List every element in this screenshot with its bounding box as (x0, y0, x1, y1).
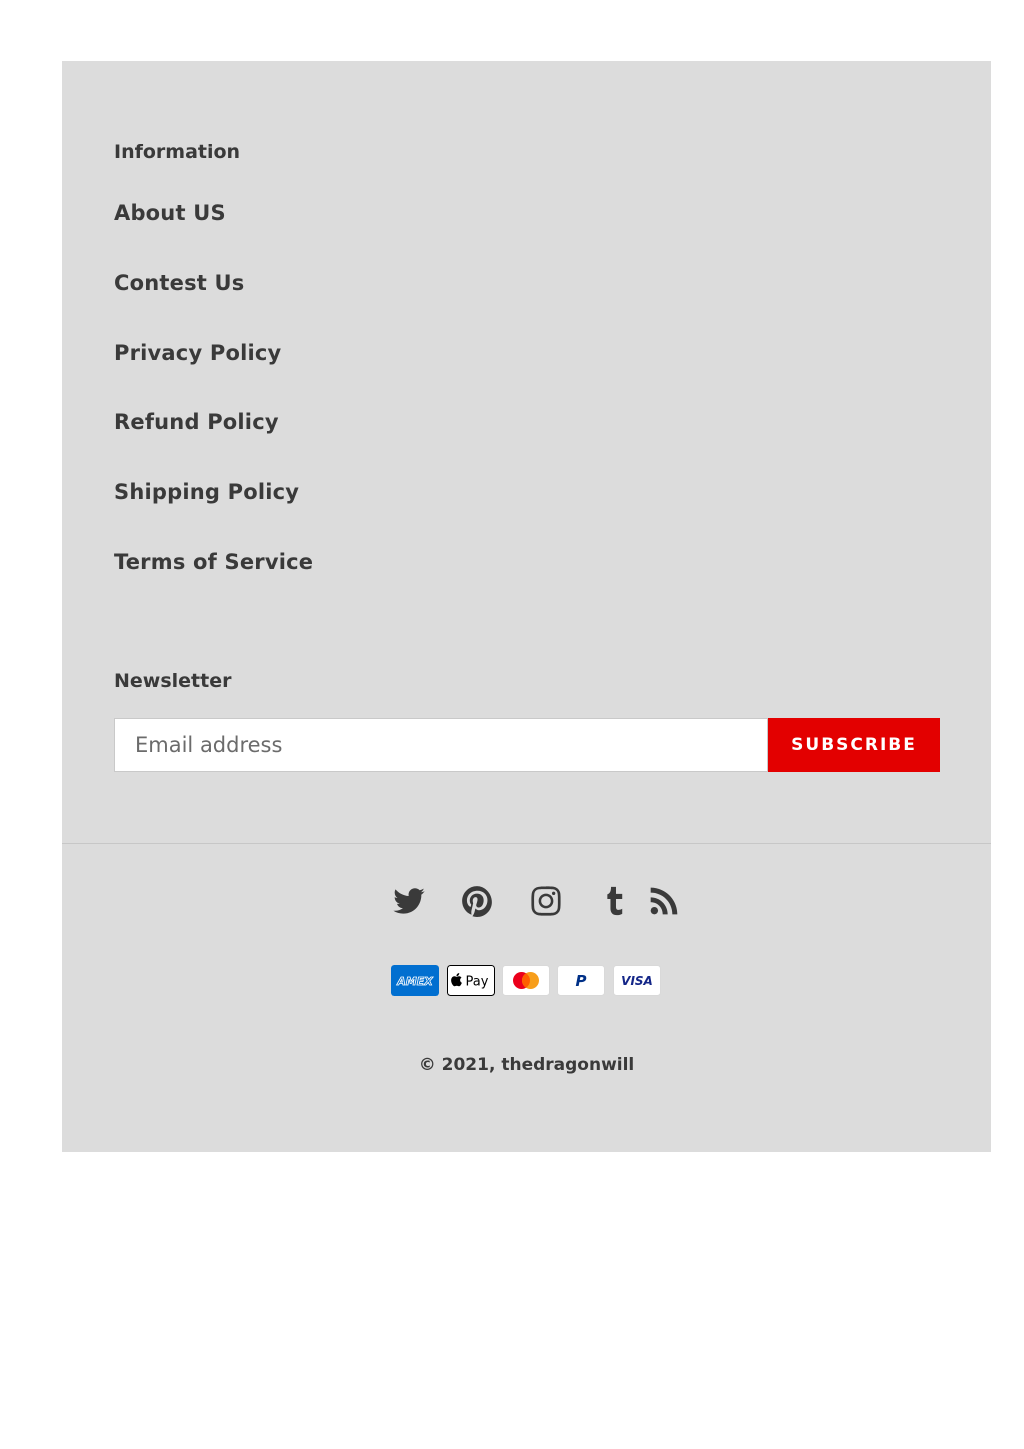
amex-icon (391, 965, 439, 996)
paypal-icon (557, 965, 605, 996)
paypal-text: P (575, 972, 587, 990)
pinterest-link[interactable] (460, 881, 494, 921)
site-footer (62, 61, 991, 1152)
rss-link[interactable] (647, 881, 681, 921)
privacy-policy-link[interactable]: Privacy Policy (114, 340, 282, 365)
apple-pay-text: Pay (465, 974, 489, 990)
list-item (114, 480, 313, 550)
list-item (114, 201, 313, 271)
pinterest-icon (460, 881, 494, 921)
list-item (114, 341, 313, 411)
instagram-icon (529, 881, 563, 921)
newsletter-form (114, 718, 940, 772)
refund-policy-link[interactable]: Refund Policy (114, 410, 279, 435)
visa-text: VISA (621, 974, 653, 988)
payment-icons (62, 965, 991, 997)
amex-text: AMEX (397, 975, 433, 988)
list-item (114, 550, 313, 620)
email-input[interactable] (114, 718, 768, 772)
twitter-link[interactable] (392, 881, 426, 921)
terms-of-service-link[interactable]: Terms of Service (114, 549, 314, 574)
contest-us-link[interactable]: Contest Us (114, 270, 245, 295)
list-item (114, 271, 313, 341)
tumblr-link[interactable] (598, 881, 632, 921)
social-links (62, 881, 991, 921)
footer-top (62, 61, 991, 844)
twitter-icon (392, 881, 426, 921)
instagram-link[interactable] (529, 881, 563, 921)
subscribe-button[interactable]: SUBSCRIBE (768, 718, 940, 772)
newsletter-heading: Newsletter (114, 670, 232, 692)
tumblr-icon (598, 881, 632, 921)
about-us-link[interactable]: About US (114, 201, 226, 225)
list-item (114, 410, 313, 480)
information-links (114, 201, 313, 620)
copyright-text: © 2021, thedragonwill (418, 1055, 635, 1075)
apple-pay-icon (447, 965, 495, 996)
mastercard-icon (502, 965, 550, 996)
visa-icon (613, 965, 661, 996)
shipping-policy-link[interactable]: Shipping Policy (114, 480, 300, 505)
rss-icon (647, 881, 681, 921)
information-heading: Information (114, 141, 241, 163)
footer-divider (62, 843, 991, 844)
